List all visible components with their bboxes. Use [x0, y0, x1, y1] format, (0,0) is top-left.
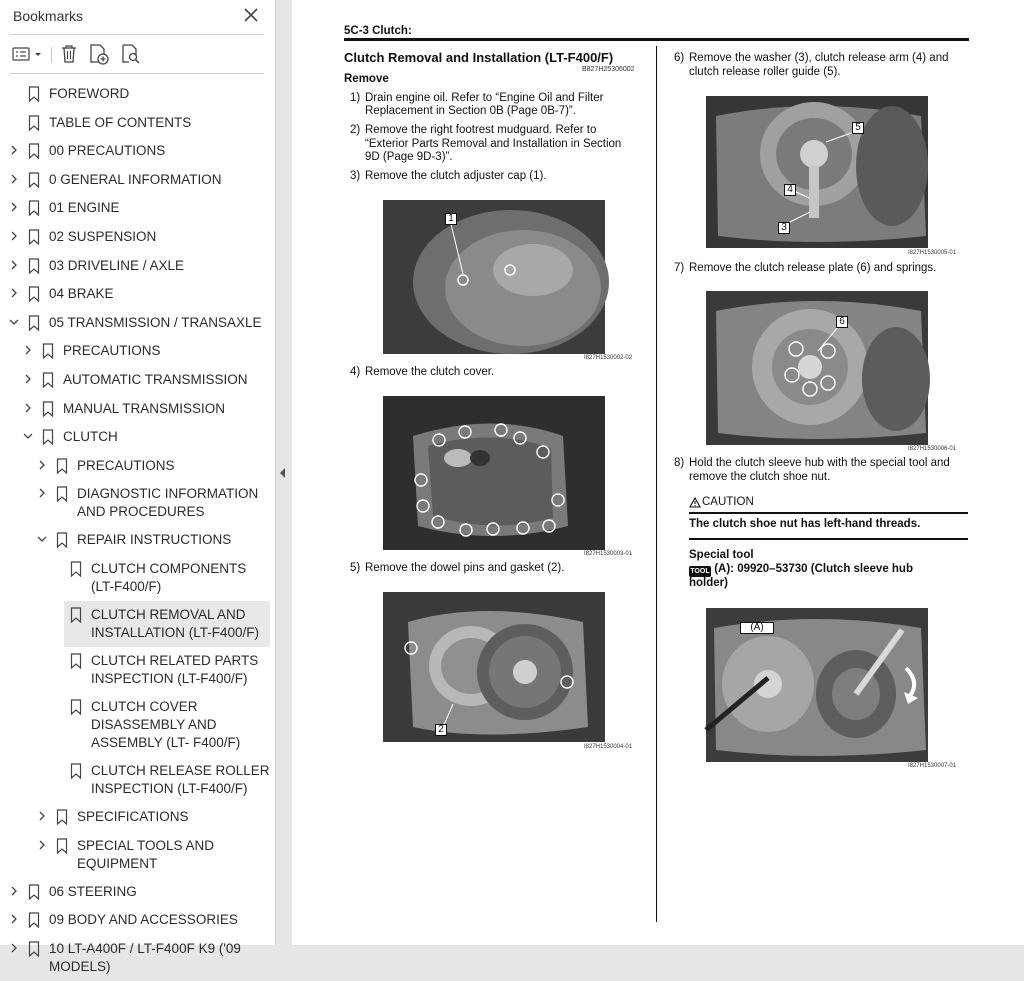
bookmark-label: CLUTCH RELEASE ROLLER — [91, 763, 270, 778]
bookmark-label: INSPECTION (LT-F400/F) — [91, 671, 248, 686]
trash-icon[interactable] — [60, 43, 78, 65]
bookmark-icon — [42, 372, 54, 388]
tool-icon: TOOL — [690, 568, 710, 575]
step-number: 4) — [350, 366, 361, 378]
bookmarks-title: Bookmarks — [13, 8, 84, 24]
bookmark-label: 10 LT-A400F / LT-F400F K9 ('09 — [49, 940, 241, 956]
caution-rule-bottom — [689, 538, 968, 540]
bookmark-item[interactable] — [0, 693, 276, 757]
figure-clutch-adjuster-cap — [383, 200, 605, 354]
bookmark-item[interactable] — [0, 223, 276, 252]
step-number: 6) — [674, 52, 685, 64]
chevron-down-icon[interactable] — [36, 533, 48, 545]
bookmark-icon — [28, 286, 40, 302]
bookmark-label: 09 BODY AND ACCESSORIES — [49, 912, 238, 928]
bookmark-label: 01 ENGINE — [49, 200, 120, 216]
bookmark-item[interactable] — [0, 395, 276, 424]
bookmark-label: PRECAUTIONS — [77, 457, 175, 473]
caution-text: The clutch shoe nut has left-hand threads. — [689, 518, 921, 530]
bookmark-label: DISASSEMBLY AND — [91, 717, 217, 732]
bookmark-item[interactable] — [0, 252, 276, 281]
bookmark-icon — [70, 699, 82, 715]
bookmark-label: 02 SUSPENSION — [49, 229, 157, 244]
bookmark-label: CLUTCH RELATED PARTS — [91, 653, 259, 668]
callout-label: 1 — [445, 213, 457, 225]
bookmark-label: EQUIPMENT — [77, 855, 158, 871]
find-bookmark-icon[interactable] — [120, 43, 142, 65]
step-text: “Exterior Parts Removal and Installation in Section — [365, 138, 622, 150]
special-tool-heading: Special tool — [689, 549, 754, 561]
bookmark-item[interactable] — [0, 137, 276, 166]
chevron-right-icon[interactable] — [8, 201, 20, 213]
bookmark-label: 00 PRECAUTIONS — [49, 143, 166, 159]
step-text: Remove the clutch adjuster cap (1). — [365, 170, 547, 182]
bookmarks-panel — [0, 0, 276, 974]
step-number: 5) — [350, 562, 361, 574]
chevron-right-icon[interactable] — [8, 259, 20, 271]
bookmark-label: 05 TRANSMISSION / TRANSAXLE — [49, 314, 262, 330]
chevron-right-icon[interactable] — [36, 810, 48, 822]
bookmark-icon — [42, 343, 54, 359]
bookmark-item[interactable] — [0, 423, 276, 452]
bookmark-item[interactable] — [0, 526, 276, 555]
bookmark-label: AUTOMATIC TRANSMISSION — [63, 372, 248, 387]
bookmark-label: CLUTCH COVER — [91, 699, 198, 714]
bookmark-label: DIAGNOSTIC INFORMATION — [77, 486, 259, 502]
step-number: 2) — [350, 124, 361, 136]
bookmark-label: (LT-F400/F) — [91, 579, 162, 594]
callout-label: 6 — [836, 316, 848, 328]
chevron-right-icon[interactable] — [22, 344, 34, 356]
bookmark-icon — [28, 86, 40, 102]
bookmark-icon — [42, 429, 54, 445]
figure-caption: I827H1530007-01 — [908, 763, 957, 769]
bookmark-icon — [28, 912, 40, 928]
bookmark-item[interactable] — [0, 480, 276, 526]
chevron-right-icon[interactable] — [8, 230, 20, 242]
close-icon[interactable] — [241, 5, 261, 25]
bookmark-item[interactable] — [0, 757, 276, 803]
bookmark-item[interactable] — [0, 555, 276, 601]
special-tool-text: (A): 09920–53730 (Clutch sleeve hub — [714, 563, 913, 575]
caution-rule-top — [689, 512, 968, 514]
step-text: Drain engine oil. Refer to “Engine Oil and Filter — [365, 92, 604, 104]
bookmark-icon — [70, 763, 82, 779]
figure-release-plate — [706, 291, 928, 445]
bookmark-label: INSPECTION (LT-F400/F) — [91, 781, 248, 796]
bookmark-icon — [70, 561, 82, 577]
bookmark-label: 06 STEERING — [49, 883, 137, 899]
bookmark-item[interactable] — [0, 366, 276, 395]
step-text: Remove the washer (3), clutch release arm (4) and — [689, 52, 949, 64]
bookmark-icon — [70, 607, 82, 623]
bookmark-label: 03 DRIVELINE / AXLE — [49, 257, 185, 273]
figure-sleeve-hub-holder — [706, 608, 928, 762]
bookmark-item[interactable] — [0, 878, 276, 907]
figure-release-arm — [706, 96, 928, 248]
bookmark-item[interactable] — [64, 601, 270, 647]
bookmark-icon — [28, 143, 40, 159]
bookmark-label: REPAIR INSTRUCTIONS — [77, 532, 232, 548]
subhead-remove: Remove — [344, 73, 389, 85]
bookmark-icon — [56, 532, 68, 548]
step-text: Remove the clutch cover. — [365, 366, 495, 378]
bookmark-icon — [70, 653, 82, 669]
bookmark-icon — [28, 258, 40, 274]
bookmark-label: MODELS) — [49, 958, 111, 974]
section-title: Clutch Removal and Installation (LT-F400/F) — [344, 50, 614, 65]
figure-caption: I827H1530003-01 — [584, 551, 633, 557]
bookmark-icon — [28, 884, 40, 900]
chevron-right-icon[interactable] — [8, 144, 20, 156]
bookmark-item[interactable] — [0, 166, 276, 195]
figure-caption: I827H1530002-02 — [584, 355, 633, 361]
chevron-right-icon[interactable] — [36, 459, 48, 471]
chevron-right-icon[interactable] — [8, 287, 20, 299]
step-number: 1) — [350, 92, 361, 104]
step-text: Remove the dowel pins and gasket (2). — [365, 562, 565, 574]
collapse-panel-handle[interactable] — [278, 466, 288, 480]
bookmark-icon — [28, 115, 40, 131]
bookmark-label: SPECIAL TOOLS AND — [77, 837, 215, 853]
bookmark-item[interactable] — [0, 80, 276, 109]
bookmark-label: 04 BRAKE — [49, 286, 114, 302]
bookmark-item[interactable] — [0, 194, 276, 223]
header-rule — [344, 38, 969, 41]
step-text: Hold the clutch sleeve hub with the special tool and — [689, 457, 950, 469]
bookmark-item[interactable] — [0, 906, 276, 935]
bookmark-label: CLUTCH COMPONENTS — [91, 561, 247, 576]
pdf-page — [292, 0, 1024, 945]
step-number: 3) — [350, 170, 361, 182]
step-text: Remove the right footrest mudguard. Refer to — [365, 124, 597, 136]
doc-code: B827H25306002 — [582, 66, 635, 73]
divider — [10, 73, 264, 74]
figure-caption: I827H1530005-01 — [908, 250, 957, 256]
step-number: 7) — [674, 262, 685, 274]
bookmark-label: PRECAUTIONS — [63, 343, 161, 359]
figure-clutch-cover — [383, 396, 605, 550]
bookmark-label: CLUTCH REMOVAL AND — [91, 607, 246, 622]
chevron-down-icon[interactable] — [22, 430, 34, 442]
chevron-right-icon[interactable] — [8, 942, 20, 954]
warning-icon — [689, 497, 701, 508]
bookmark-item[interactable] — [0, 935, 276, 981]
bookmark-icon — [56, 838, 68, 854]
step-text: remove the clutch shoe nut. — [689, 471, 831, 483]
chevron-right-icon[interactable] — [36, 487, 48, 499]
bookmark-item[interactable] — [0, 647, 276, 693]
bookmark-item[interactable] — [0, 337, 276, 366]
caution-title: CAUTION — [702, 496, 754, 508]
callout-label: 3 — [778, 222, 790, 234]
options-menu-icon[interactable] — [12, 43, 44, 65]
bookmark-item[interactable] — [0, 803, 276, 832]
chevron-right-icon[interactable] — [36, 839, 48, 851]
add-bookmark-icon[interactable] — [88, 43, 110, 65]
bookmark-label: CLUTCH — [63, 429, 118, 445]
callout-label: 4 — [784, 184, 796, 196]
bookmark-icon — [28, 315, 40, 331]
chevron-down-icon[interactable] — [8, 316, 20, 328]
bookmark-icon — [56, 809, 68, 825]
bookmarks-toolbar — [0, 35, 276, 73]
bookmark-icon — [42, 401, 54, 417]
chevron-right-icon[interactable] — [8, 173, 20, 185]
bookmark-label: TABLE OF CONTENTS — [49, 114, 192, 130]
callout-label: 5 — [852, 122, 864, 134]
bookmark-item[interactable] — [0, 452, 276, 481]
page-header: 5C-3 Clutch: — [344, 25, 412, 37]
step-text: clutch release roller guide (5). — [689, 66, 841, 78]
chevron-right-icon[interactable] — [8, 913, 20, 925]
callout-label: 2 — [435, 724, 447, 736]
bookmark-label: ASSEMBLY (LT- F400/F) — [91, 735, 241, 750]
bookmark-icon — [28, 229, 40, 245]
bookmark-item[interactable] — [0, 309, 276, 338]
bookmarks-header — [0, 0, 276, 34]
step-text: Remove the clutch release plate (6) and springs. — [689, 262, 937, 274]
bookmark-item[interactable] — [0, 832, 276, 878]
bookmark-icon — [28, 941, 40, 957]
bookmark-icon — [28, 200, 40, 216]
figure-dowel-pins-gasket — [383, 592, 605, 742]
step-text: Replacement in Section 0B (Page 0B-7)”. — [365, 105, 576, 117]
bookmark-label: SPECIFICATIONS — [77, 809, 189, 824]
bookmark-label: AND PROCEDURES — [77, 504, 205, 520]
bookmark-item[interactable] — [0, 109, 276, 138]
callout-label: (A) — [740, 622, 774, 634]
bookmark-icon — [56, 486, 68, 502]
bookmark-item[interactable] — [0, 280, 276, 309]
chevron-right-icon[interactable] — [22, 402, 34, 414]
special-tool-line — [689, 563, 913, 577]
bookmark-icon — [28, 172, 40, 188]
chevron-right-icon[interactable] — [8, 885, 20, 897]
step-number: 8) — [674, 457, 685, 469]
toolbar-divider — [51, 47, 52, 63]
bookmark-label: INSTALLATION (LT-F400/F) — [91, 625, 260, 640]
bookmark-label: FOREWORD — [49, 86, 130, 101]
bookmark-label: 0 GENERAL INFORMATION — [49, 171, 222, 187]
chevron-right-icon[interactable] — [22, 373, 34, 385]
special-tool-text: holder) — [689, 577, 728, 589]
bookmark-label: MANUAL TRANSMISSION — [63, 400, 226, 416]
figure-caption: I827H1530006-01 — [908, 446, 957, 452]
figure-caption: I827H1530004-01 — [584, 744, 633, 750]
step-text: 9D (Page 9D-3)”. — [365, 151, 453, 163]
bookmark-icon — [56, 458, 68, 474]
column-divider — [656, 46, 657, 922]
